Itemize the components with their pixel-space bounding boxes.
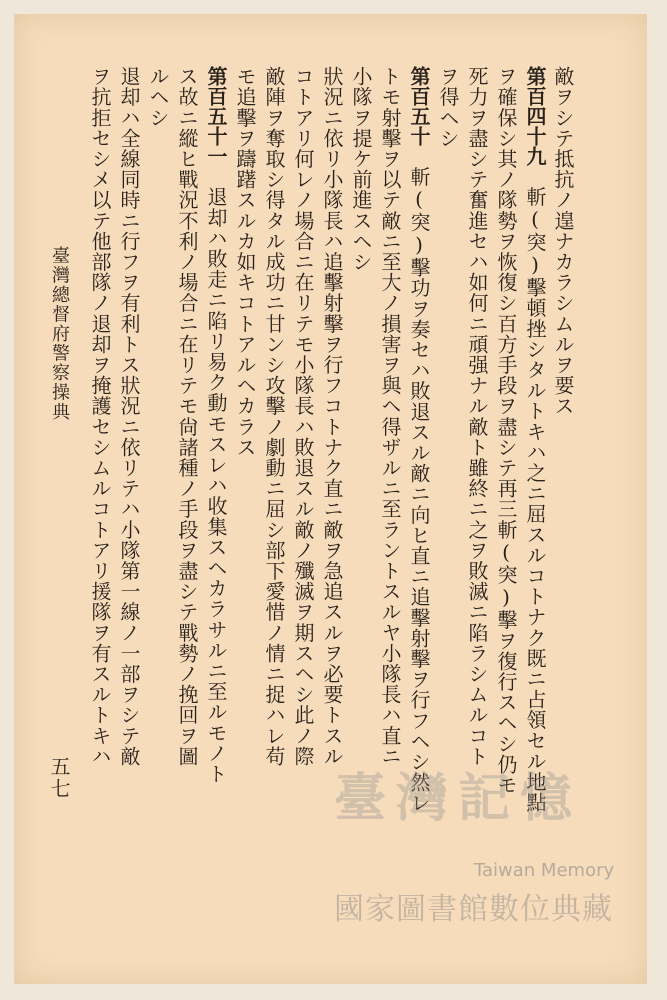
watermark-english: Taiwan Memory	[474, 860, 615, 881]
library-watermark	[334, 756, 634, 926]
column-text: ス故ニ縱ヒ戰況不利ノ場合ニ在リテモ尙諸種ノ手段ヲ盡シテ戰勢ノ挽回ヲ圖	[175, 66, 199, 767]
watermark-subtitle: 國家圖書館數位典藏	[334, 892, 613, 927]
column-text: モ追擊ヲ躊躇スルカ如キコトアルヘカラス	[233, 66, 257, 458]
text-column-12	[232, 66, 258, 457]
column-text: 小隊ヲ提ケ前進スヘシ	[349, 66, 373, 272]
column-text: 退却ハ敗走ニ陷リ易ク動モスレハ收集スヘカラサルニ至ルモノト	[204, 166, 228, 784]
column-text: 狀況ニ依リ小隊長ハ追擊射擊ヲ行フコトナク直ニ敵ヲ急追スルヲ必要トスル	[320, 66, 344, 767]
text-column-2	[522, 66, 548, 813]
text-column-1	[550, 66, 576, 416]
watermark-title: 臺灣記憶	[334, 768, 583, 829]
column-text: ヲ抗拒セシメ以テ他部隊ノ退却ヲ掩護セシムルコトアリ援隊ヲ有スルトキハ	[88, 66, 112, 767]
text-column-14	[174, 66, 200, 766]
text-column-16	[116, 66, 142, 766]
column-text: 斬(突)擊頓挫シタルトキハ之ニ屈スルコトナク既ニ占領セル地點	[523, 166, 547, 813]
column-text: ヲ得ヘシ	[436, 66, 460, 149]
document-page	[14, 14, 647, 984]
text-column-15	[145, 66, 171, 128]
text-column-5	[435, 66, 461, 148]
column-text: 敵陣ヲ奪取シ得タル成功ニ甘ンシ攻擊ノ劇動ニ屈シ部下愛惜ノ情ニ捉ハレ苟	[262, 66, 286, 767]
text-column-13	[203, 66, 229, 784]
column-text: 死力ヲ盡シテ奮進セハ如何ニ頑强ナル敵ト雖終ニ之ヲ敗滅ニ陷ラシムルコト	[465, 66, 489, 767]
column-text: 敵ヲシテ抵抗ノ遑ナカラシムルヲ要ス	[551, 66, 575, 417]
text-column-11	[261, 66, 287, 766]
column-text: ヲ確保シ其ノ隊勢ヲ恢復シ百方手段ヲ盡シテ再三斬(突)擊ヲ復行スヘシ仍モ	[494, 66, 518, 795]
book-title-footer: 臺灣總督府警察操典	[49, 246, 70, 422]
section-heading: 第百五十一	[204, 66, 228, 166]
column-text: ルヘシ	[146, 66, 170, 128]
section-heading: 第百四十九	[523, 66, 547, 166]
column-text: 退却ハ全線同時ニ行フヲ有利トス狀況ニ依リテハ小隊第一線ノ一部ヲシテ敵	[117, 66, 141, 767]
text-column-9	[319, 66, 345, 766]
column-text: コトアリ何レノ場合ニ在リテモ小隊長ハ敗退スル敵ノ殲滅ヲ期スヘシ此ノ際	[291, 66, 315, 767]
text-column-6	[406, 66, 432, 813]
column-text: 斬(突)擊功ヲ奏セハ敗退スル敵ニ向ヒ直ニ追擊射擊ヲ行フヘシ然レ	[407, 146, 431, 814]
text-column-8	[348, 66, 374, 272]
text-column-7	[377, 66, 403, 766]
text-column-17	[87, 66, 113, 766]
section-heading: 第百五十	[407, 66, 431, 146]
text-column-3	[493, 66, 519, 795]
column-text: トモ射擊ヲ以テ敵ニ至大ノ損害ヲ與ヘ得ザルニ至ラントスルヤ小隊長ハ直ニ	[378, 66, 402, 767]
text-column-4	[464, 66, 490, 766]
page-number: 五七	[47, 756, 71, 800]
text-column-10	[290, 66, 316, 766]
